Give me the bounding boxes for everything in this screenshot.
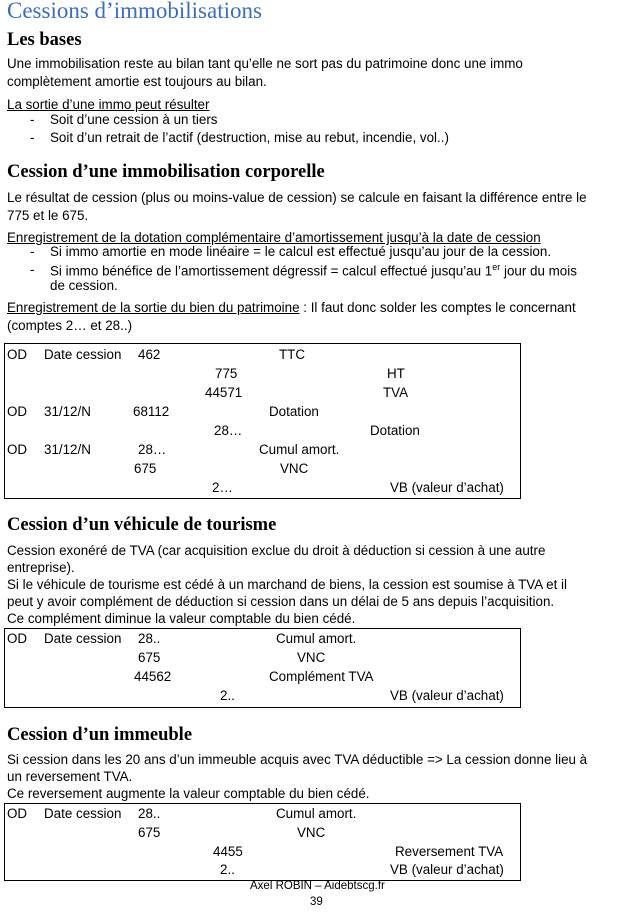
paragraph-line: 775 et le 675. xyxy=(7,208,89,223)
table-cell: 675 xyxy=(138,650,161,665)
table-cell: 44571 xyxy=(205,385,243,400)
table-cell: Date cession xyxy=(44,347,122,362)
table-cell: VNC xyxy=(297,650,326,665)
section-heading-corporelle: Cession d’une immobilisation corporelle xyxy=(7,162,325,182)
table-cell: OD xyxy=(7,442,28,457)
table-cell: OD xyxy=(7,404,28,419)
journal-table xyxy=(4,628,521,708)
table-cell: Date cession xyxy=(44,631,122,646)
table-cell: Date cession xyxy=(44,806,122,821)
table-cell: 462 xyxy=(138,347,161,362)
table-cell: 44562 xyxy=(134,669,172,684)
table-cell: HT xyxy=(387,366,405,381)
paragraph-line: Ce complément diminue la valeur comptable du bien cédé. xyxy=(7,611,356,626)
footer-author: Axel ROBIN – Aidebtscg.fr xyxy=(250,880,385,892)
section-heading-immeuble: Cession d’un immeuble xyxy=(7,725,193,745)
table-cell: Dotation xyxy=(370,423,420,438)
table-cell: 28… xyxy=(138,442,167,457)
paragraph-line: un reversement TVA. xyxy=(7,769,133,784)
underlined-subheading: Enregistrement de la dotation complémentaire d’amortissement jusqu’à la date de cession xyxy=(7,230,541,245)
table-cell: 28.. xyxy=(138,631,161,646)
superscript: er xyxy=(492,262,501,272)
table-cell: Cumul amort. xyxy=(276,631,357,646)
table-cell: VNC xyxy=(297,825,326,840)
paragraph-line: Si le véhicule de tourisme est cédé à un marchand de biens, la cession est soumise à TVA et il xyxy=(7,577,567,592)
underlined-subheading: La sortie d’une immo peut résulter xyxy=(7,97,210,112)
bullet-item: Si immo bénéfice de l’amortissement dégressif = calcul effectué jusqu’au 1er jour du mois xyxy=(50,262,577,279)
table-cell: Cumul amort. xyxy=(276,806,357,821)
bullet-item: Si immo amortie en mode linéaire = le calcul est effectué jusqu’au jour de la cession. xyxy=(50,244,552,259)
table-cell: 2.. xyxy=(220,862,235,877)
table-cell: 2… xyxy=(212,480,233,495)
paragraph-line: Si cession dans les 20 ans d’un immeuble acquis avec TVA déductible => La cession donne lieu à xyxy=(7,752,588,767)
table-cell: Dotation xyxy=(269,404,319,419)
table-cell: OD xyxy=(7,347,28,362)
table-cell: OD xyxy=(7,631,28,646)
table-cell: VNC xyxy=(280,461,309,476)
table-cell: 28.. xyxy=(138,806,161,821)
journal-table xyxy=(4,803,521,881)
bullet-item: Soit d’un retrait de l’actif (destruction, mise au rebut, incendie, vol..) xyxy=(50,130,449,145)
bullet-item: Soit d’une cession à un tiers xyxy=(50,112,218,127)
page-title: Cessions d’immobilisations xyxy=(7,0,262,23)
paragraph-line: (comptes 2… et 28..) xyxy=(7,318,133,333)
table-cell: Cumul amort. xyxy=(259,442,340,457)
paragraph-line: entreprise). xyxy=(7,560,75,575)
table-cell: 28… xyxy=(214,423,243,438)
paragraph-line: Une immobilisation reste au bilan tant qu’elle ne sort pas du patrimoine donc une immo xyxy=(7,56,523,71)
table-cell: 675 xyxy=(138,825,161,840)
table-cell: VB (valeur d’achat) xyxy=(390,688,504,703)
table-cell: 775 xyxy=(215,366,238,381)
table-cell: 2.. xyxy=(220,688,235,703)
table-cell: 31/12/N xyxy=(44,404,91,419)
table-cell: TTC xyxy=(279,347,306,362)
section-heading-les-bases: Les bases xyxy=(7,30,82,50)
table-cell: 675 xyxy=(134,461,157,476)
section-heading-vehicule: Cession d’un véhicule de tourisme xyxy=(7,515,277,535)
table-cell: 31/12/N xyxy=(44,442,91,457)
paragraph-line: Ce reversement augmente la valeur comptable du bien cédé. xyxy=(7,786,370,801)
bullet-dash: - xyxy=(30,244,35,259)
table-cell: Complément TVA xyxy=(269,669,374,684)
table-cell: 4455 xyxy=(213,844,243,859)
table-cell: Reversement TVA xyxy=(395,844,504,859)
journal-table xyxy=(4,343,521,499)
bullet-dash: - xyxy=(30,112,35,127)
paragraph-line: Enregistrement de la sortie du bien du patrimoine : Il faut donc solder les comptes le concernant xyxy=(7,300,576,315)
paragraph-line: Le résultat de cession (plus ou moins-value de cession) se calcule en faisant la différence entre le xyxy=(7,190,587,205)
paragraph-line: complètement amortie est toujours au bilan. xyxy=(7,74,267,89)
table-cell: 68112 xyxy=(133,404,170,419)
table-cell: VB (valeur d’achat) xyxy=(390,862,504,877)
paragraph-line: Cession exonéré de TVA (car acquisition exclue du droit à déduction si cession à une autre xyxy=(7,543,546,558)
table-cell: VB (valeur d’achat) xyxy=(390,480,504,495)
bullet-dash: - xyxy=(30,262,35,277)
table-cell: OD xyxy=(7,806,28,821)
paragraph-line: peut y avoir complément de déduction si cession dans un délai de 5 ans depuis l’acquisition. xyxy=(7,594,555,609)
bullet-item-continuation: de cession. xyxy=(50,278,118,293)
table-cell: TVA xyxy=(383,385,409,400)
page-number: 39 xyxy=(310,896,323,908)
bullet-dash: - xyxy=(30,130,35,145)
